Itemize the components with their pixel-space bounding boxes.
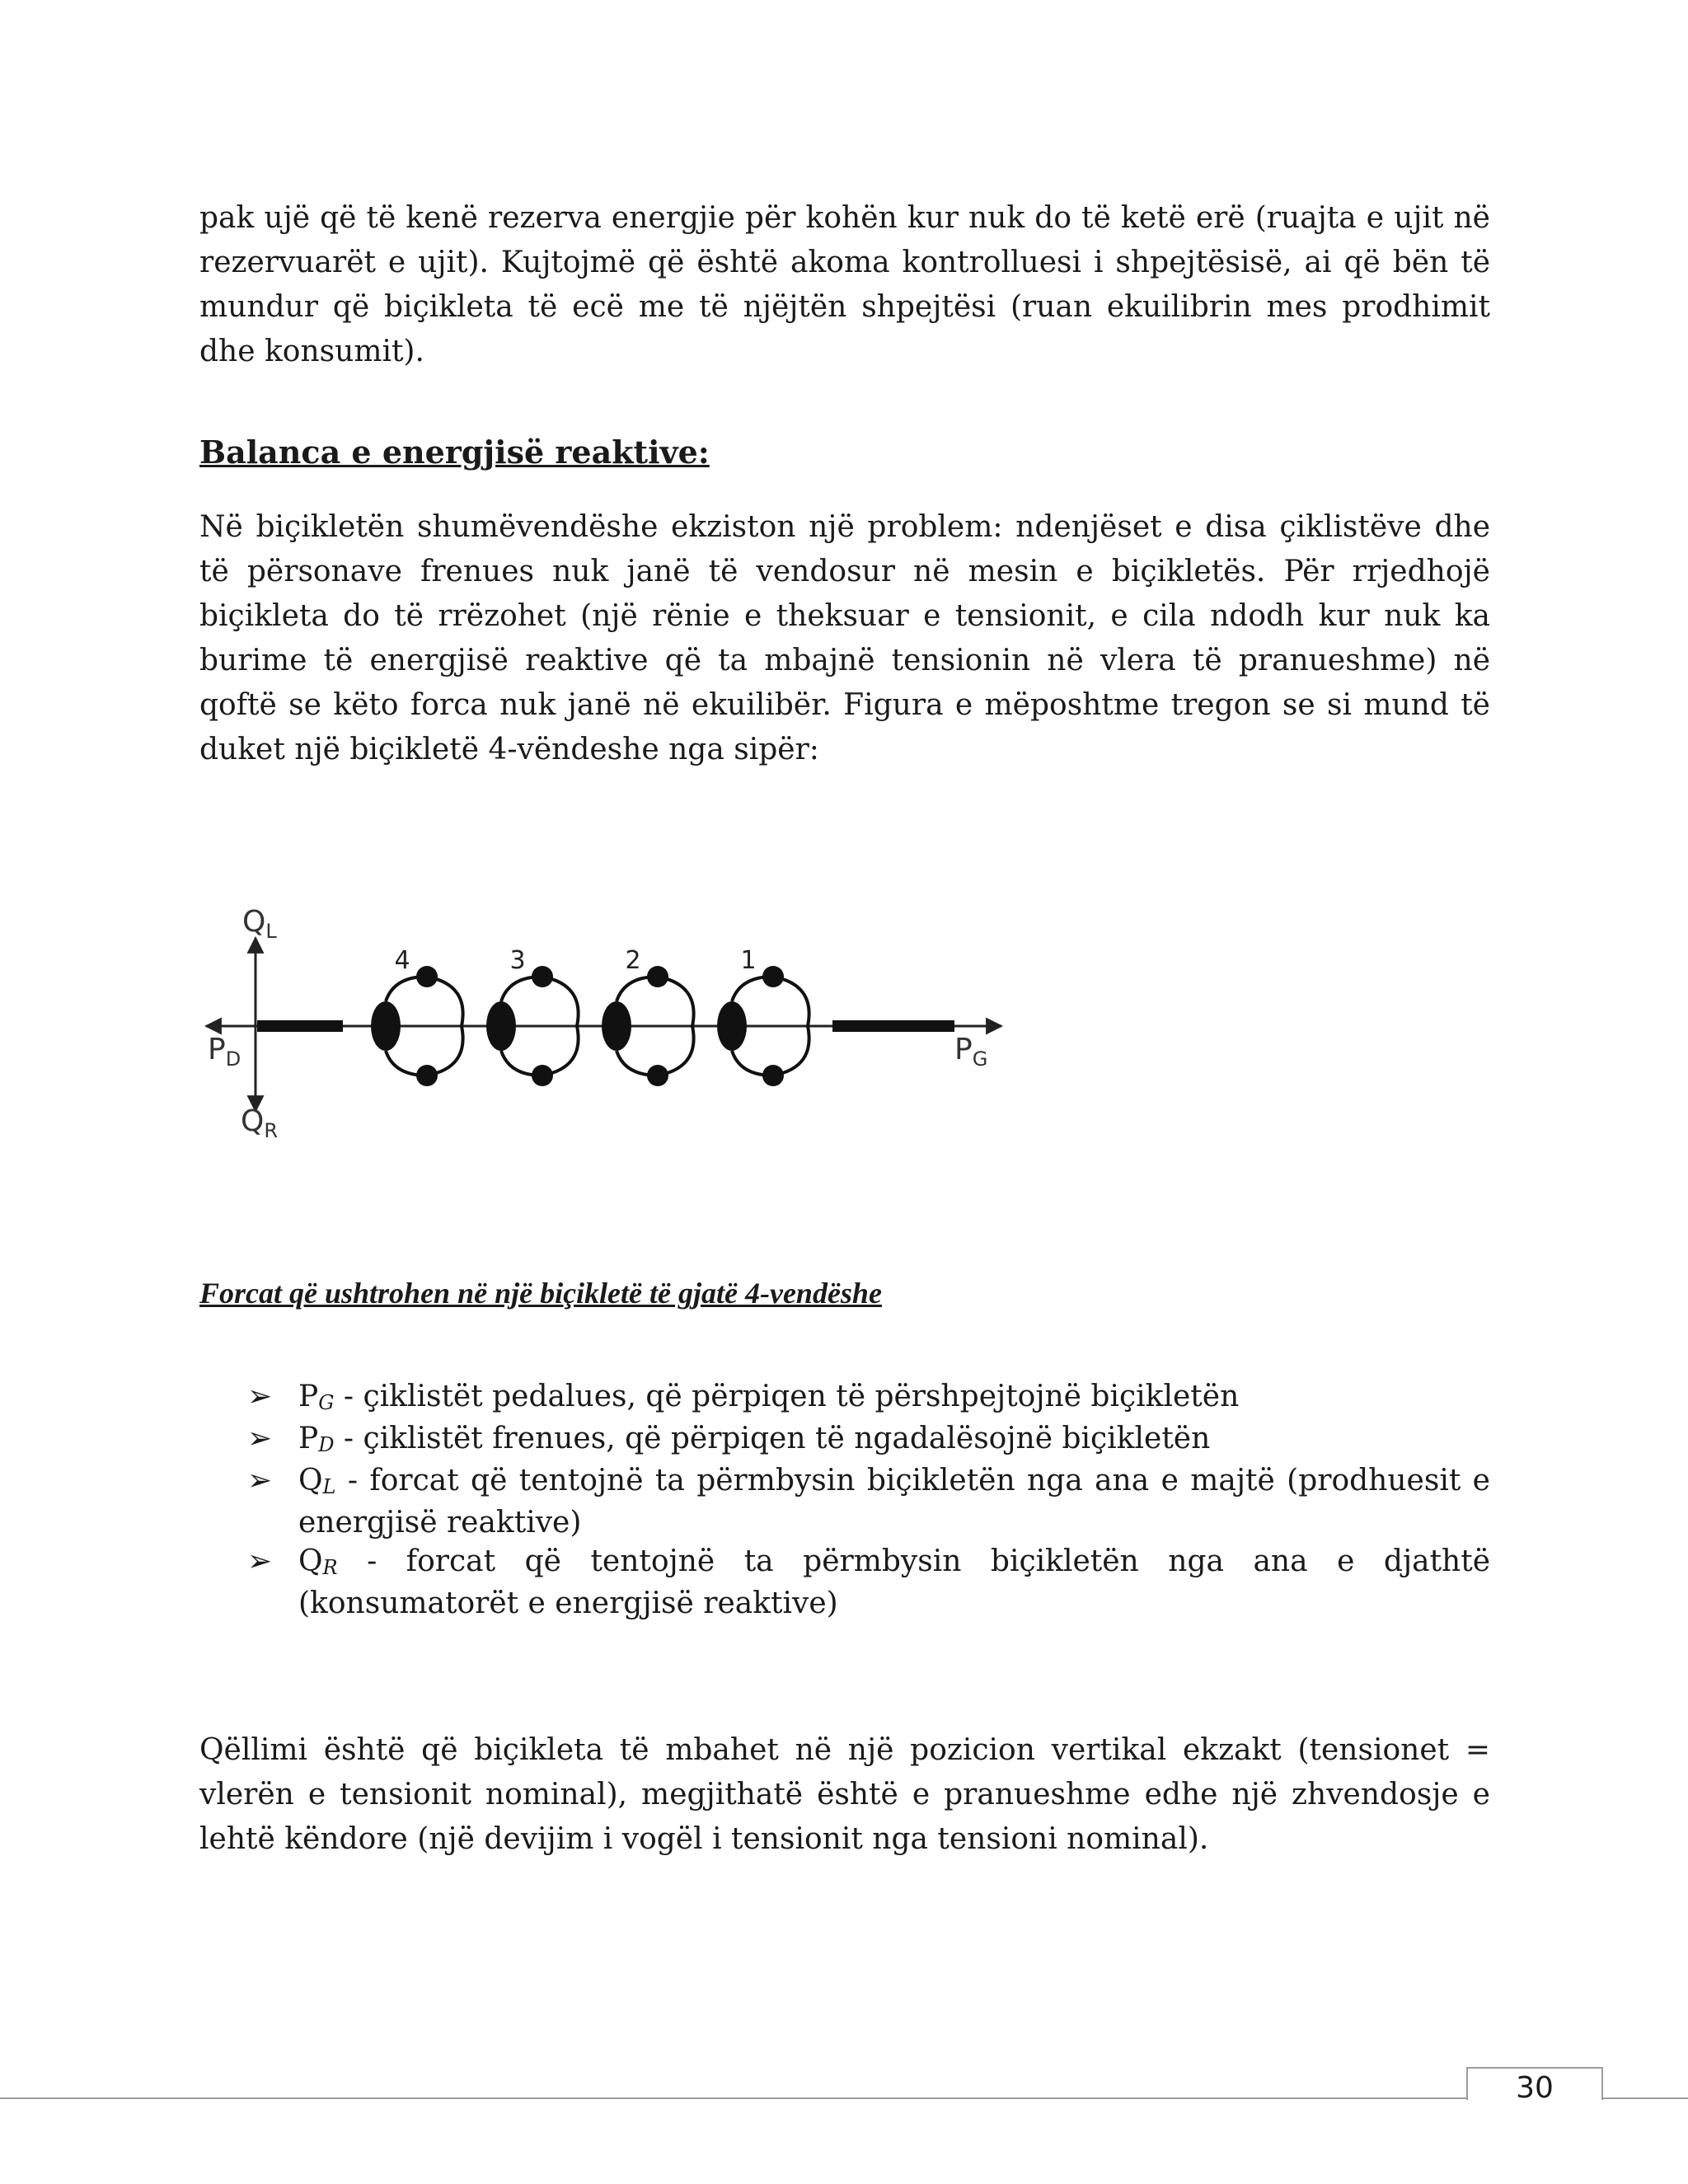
rider-number-2: 2: [625, 946, 641, 975]
page-number: 30: [1516, 2071, 1554, 2105]
arrow-bullet-icon: ➢: [247, 1380, 273, 1413]
arrow-bullet-icon: ➢: [247, 1422, 273, 1455]
arrow-bullet-icon: ➢: [247, 1544, 273, 1578]
footer-divider: [0, 2097, 1688, 2099]
label-ql: $Q_L$: [242, 907, 277, 943]
handle-bar: [832, 1020, 954, 1032]
label-pg: $P_G$: [954, 1033, 988, 1071]
intro-paragraph: pak ujë që të kenë rezerva energjie për kohën kur nuk do të ketë erë (ruajta e ujit në rezervuarët e ujit). Kujtojmë që është akoma kontrolluesi i shpejtësisë, ai që bën të mundur që biçikleta të ecë me të njëjtën shpejtësi (ruan ekuilibrin mes prodhimit dhe konsumit).: [199, 201, 1490, 368]
label-pd: $P_D$: [208, 1033, 241, 1071]
legend-list: [247, 1377, 1490, 1623]
list-item: ➢ $P_D$ - çiklistët frenues, që përpiqen të ngadalësojnë biçikletën: [247, 1419, 1490, 1461]
reactive-paragraph: Në biçikletën shumëvendëshe ekziston një problem: ndenjëset e disa çiklistëve dhe të përsonave frenues nuk janë të vendosur në mesin e biçikletës. Për rrjedhojë biçikleta do të rrëzohet (një rënie e theksuar e tensionit, e cila ndodh kur nuk ka burime të energjisë reaktive që ta mbajnë tensionin në vlera të pranueshme) në qoftë se këto forca nuk janë në ekuilibër. Figura e mëposhtme tregon se si mund të duket një biçikletë 4-vëndeshe nga sipër:: [199, 510, 1490, 766]
list-item: ➢ $Q_R$ - forcat që tentojnë ta përmbysin biçikletën nga ana e djathtë (konsumatorët e energjisë reaktive): [247, 1542, 1490, 1623]
brake-bar: [257, 1020, 343, 1032]
rider-number-1: 1: [740, 946, 757, 975]
list-item: ➢ $P_G$ - çiklistët pedalues, që përpiqen të përshpejtojnë biçikletën: [247, 1377, 1490, 1419]
rider-number-4: 4: [394, 946, 410, 975]
arrow-bullet-icon: ➢: [247, 1464, 273, 1497]
section-heading: Balanca e energjisë reaktive:: [199, 434, 710, 471]
figure-caption: Forcat që ushtrohen në një biçikletë të gjatë 4-vendëshe: [199, 1277, 882, 1310]
tandem-bicycle-figure: [198, 907, 1014, 1154]
rider-number-3: 3: [509, 946, 526, 975]
goal-paragraph: Qëllimi është që biçikleta të mbahet në një pozicion vertikal ekzakt (tensionet = vlerën e tensionit nominal), megjithatë është e pranueshme edhe një zhvendosje e lehtë këndore (një devijim i vogël i tensionit nga tensioni nominal).: [199, 1733, 1490, 1856]
label-qr: $Q_R$: [241, 1104, 279, 1142]
list-item: ➢ $Q_L$ - forcat që tentojnë ta përmbysin biçikletën nga ana e majtë (prodhuesit e energjisë reaktive): [247, 1461, 1490, 1542]
